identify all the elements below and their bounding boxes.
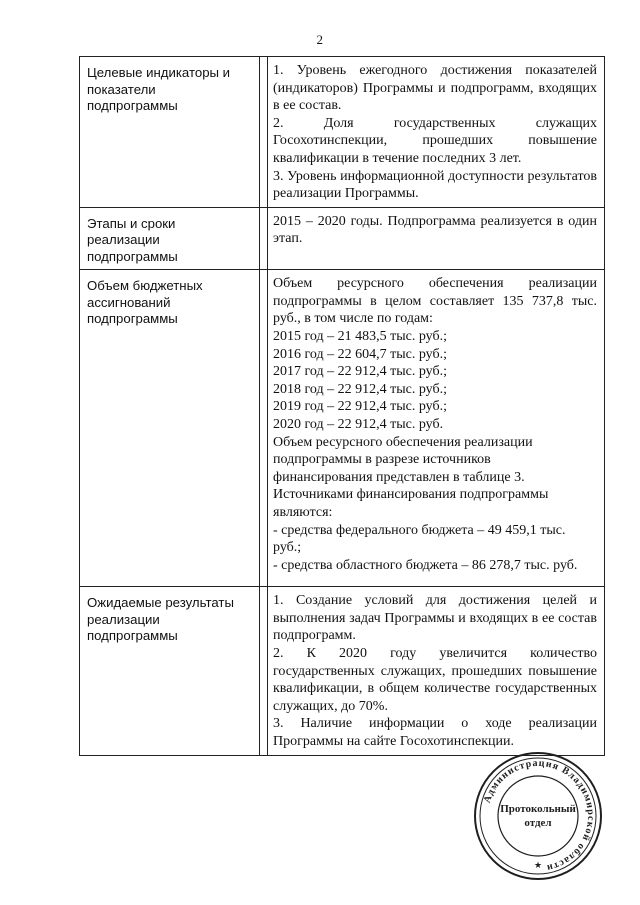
subprogram-passport-table: [79, 56, 605, 756]
official-stamp: [472, 750, 604, 882]
spacer-cell: [260, 207, 268, 270]
budget-table-reference: Объем ресурсного обеспечения реализации подпрограммы в разрезе источников финансирования представлен в таблице 3.: [273, 434, 533, 485]
row-label: Этапы и сроки реализации подпрограммы: [87, 215, 178, 264]
stamp-center-line2: отдел: [524, 817, 552, 829]
budget-intro: Объем ресурсного обеспечения реализации подпрограммы в целом составляет 135 737,8 тыс. руб., в том числе по годам:: [273, 276, 597, 327]
indicator-item-3: 3. Уровень информационной доступности результатов реализации Программы.: [273, 168, 597, 202]
row-value-cell: [268, 587, 605, 755]
table-row-stages: [80, 207, 605, 270]
budget-year-2019: 2019 год – 22 912,4 тыс. руб.;: [273, 399, 447, 415]
spacer-cell: [260, 270, 268, 587]
stamp-seal-icon: [472, 750, 604, 882]
row-label-cell: [80, 207, 260, 270]
indicator-item-2: 2. Доля государственных служащих Госохотинспекции, прошедших повышение квалификации в течение последних 3 лет.: [273, 115, 597, 166]
stamp-center-line1: Протокольный: [500, 803, 576, 815]
row-label-cell: [80, 270, 260, 587]
budget-year-2016: 2016 год – 22 604,7 тыс. руб.;: [273, 346, 447, 362]
stages-text: 2015 – 2020 годы. Подпрограмма реализуется в один этап.: [273, 213, 597, 247]
budget-year-2018: 2018 год – 22 912,4 тыс. руб.;: [273, 381, 447, 397]
funding-source-federal: - средства федерального бюджета – 49 459,1 тыс. руб.;: [273, 522, 566, 556]
result-item-2: 2. К 2020 году увеличится количество государственных служащих, прошедших повышение квалификации, в общем количестве государственных служащих, до 70%.: [273, 646, 597, 714]
budget-year-2015: 2015 год – 21 483,5 тыс. руб.;: [273, 329, 447, 345]
row-label-cell: [80, 587, 260, 755]
row-label-cell: [80, 57, 260, 208]
row-value-cell: [268, 57, 605, 208]
spacer-cell: [260, 57, 268, 208]
funding-sources-intro: Источниками финансирования подпрограммы являются:: [273, 487, 549, 520]
row-value-cell: [268, 207, 605, 270]
stamp-ring-text: Администрация Владимирской области: [481, 757, 597, 874]
table-row-results: [80, 587, 605, 755]
row-label: Объем бюджетных ассигнований подпрограммы: [87, 278, 203, 327]
svg-text:★: ★: [533, 860, 543, 870]
row-label: Ожидаемые результаты реализации подпрограммы: [87, 595, 234, 644]
spacer-cell: [260, 587, 268, 755]
page-number: 2: [316, 32, 324, 47]
table-row-budget: [80, 270, 605, 587]
table-row-indicators: [80, 57, 605, 208]
budget-year-2020: 2020 год – 22 912,4 тыс. руб.: [273, 417, 444, 432]
result-item-3: 3. Наличие информации о ходе реализации Программы на сайте Госохотинспекции.: [273, 716, 597, 749]
result-item-1: 1. Создание условий для достижения целей и выполнения задач Программы и входящих в ее состав подпрограмм.: [273, 593, 597, 644]
row-value-cell: [268, 270, 605, 587]
budget-year-2017: 2017 год – 22 912,4 тыс. руб.;: [273, 364, 447, 380]
funding-source-regional: - средства областного бюджета – 86 278,7 тыс. руб.: [273, 557, 578, 573]
indicator-item-1: 1. Уровень ежегодного достижения показателей (индикаторов) Программы и подпрограмм, входящих в ее состав.: [273, 63, 597, 114]
row-label: Целевые индикаторы и показатели подпрограммы: [87, 65, 231, 113]
